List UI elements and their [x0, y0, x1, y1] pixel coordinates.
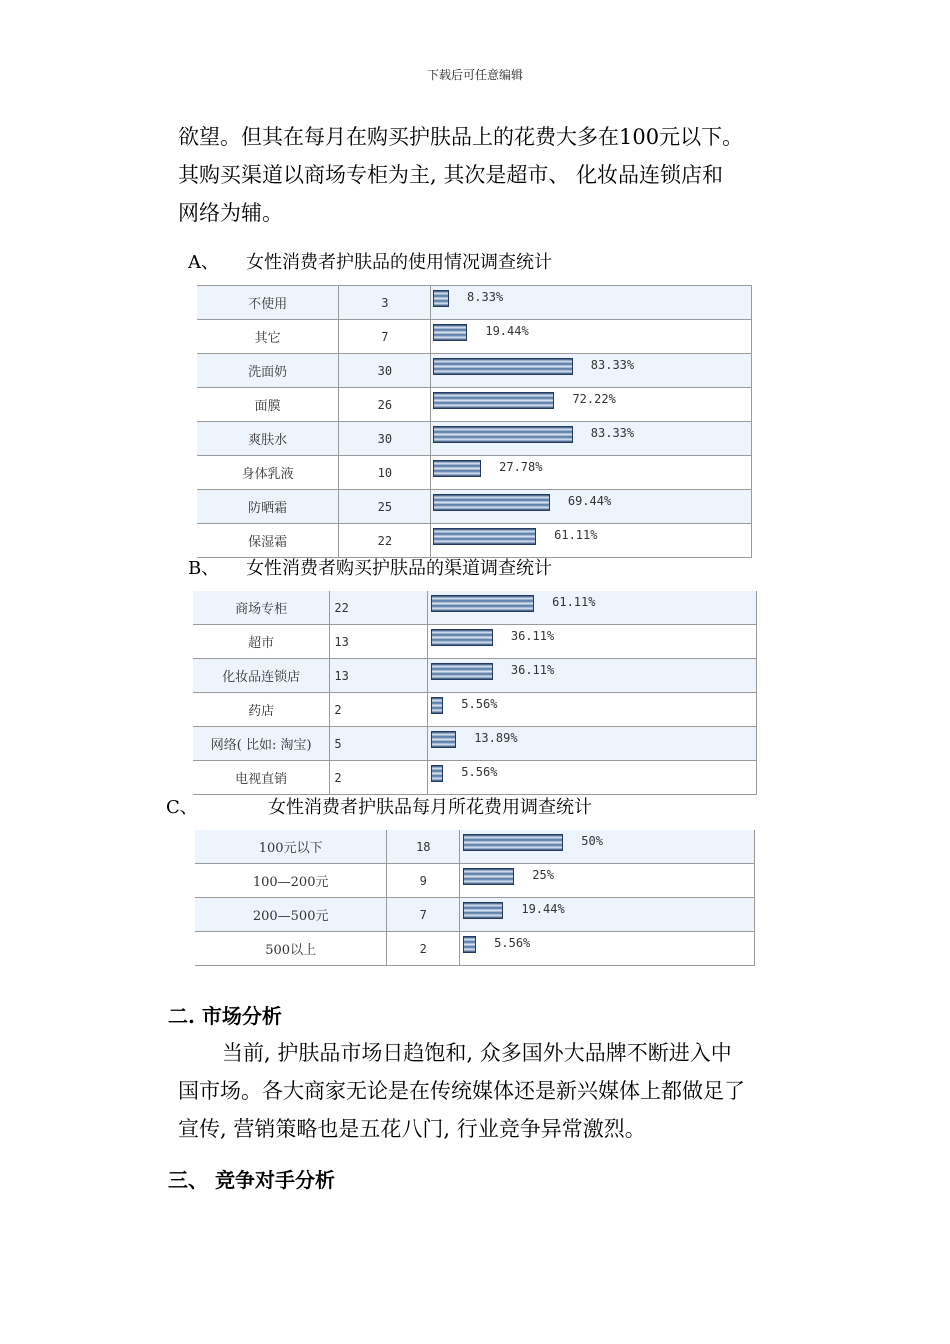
row-count: 30 — [339, 422, 431, 456]
row-count: 26 — [339, 388, 431, 422]
table-a-title: 女性消费者护肤品的使用情况调查统计 — [246, 252, 552, 273]
table-c-title: 女性消费者护肤品每月所花费用调查统计 — [268, 797, 592, 818]
row-name: 化妆品连锁店 — [193, 659, 330, 693]
table-row — [193, 761, 757, 795]
table-c — [195, 830, 755, 966]
row-name: 网络( 比如: 淘宝) — [193, 727, 330, 761]
row-bar-cell — [428, 693, 757, 727]
table-row — [197, 490, 752, 524]
row-name: 超市 — [193, 625, 330, 659]
row-bar-cell — [431, 456, 752, 490]
section-2-heading: 二. 市场分析 — [168, 1004, 282, 1028]
table-row — [197, 354, 752, 388]
table-c-label: C、 — [166, 797, 198, 818]
row-name: 电视直销 — [193, 761, 330, 795]
table-row — [197, 286, 752, 320]
percentage-label: 19.44% — [521, 902, 565, 916]
row-bar-cell — [460, 898, 755, 932]
percentage-label: 19.44% — [485, 324, 529, 338]
row-bar-cell — [428, 761, 757, 795]
section-2-line: 国市场。各大商家无论是在传统媒体还是新兴媒体上都做足了 — [178, 1079, 745, 1103]
table-row — [195, 830, 755, 864]
row-count: 25 — [339, 490, 431, 524]
percentage-bar — [463, 902, 503, 919]
table-row — [197, 422, 752, 456]
percentage-label: 5.56% — [461, 765, 498, 779]
row-count: 22 — [330, 591, 428, 625]
table-a — [197, 285, 752, 558]
row-name: 保湿霜 — [197, 524, 339, 558]
percentage-label: 72.22% — [572, 392, 616, 406]
row-count: 2 — [330, 761, 428, 795]
table-row — [195, 864, 755, 898]
percentage-bar — [433, 426, 572, 443]
percentage-bar — [463, 834, 563, 851]
row-name: 洗面奶 — [197, 354, 339, 388]
intro-line: 网络为辅。 — [178, 201, 283, 225]
percentage-bar — [431, 629, 493, 646]
row-count: 22 — [339, 524, 431, 558]
row-count: 7 — [387, 898, 460, 932]
row-name: 商场专柜 — [193, 591, 330, 625]
percentage-bar — [431, 663, 493, 680]
percentage-label: 50% — [581, 834, 603, 848]
row-name: 爽肤水 — [197, 422, 339, 456]
row-name: 100—200元 — [195, 864, 387, 898]
section-3-heading: 三、 竞争对手分析 — [168, 1168, 335, 1192]
row-bar-cell — [431, 524, 752, 558]
table-b — [193, 591, 757, 795]
row-count: 18 — [387, 830, 460, 864]
row-name: 面膜 — [197, 388, 339, 422]
percentage-bar — [433, 324, 467, 341]
percentage-label: 69.44% — [567, 494, 612, 508]
page-header: 下载后可任意编辑 — [426, 68, 523, 82]
percentage-label: 83.33% — [590, 426, 635, 440]
row-bar-cell — [431, 286, 752, 320]
percentage-label: 83.33% — [590, 358, 635, 372]
table-b-label: B、 — [188, 558, 220, 579]
row-bar-cell — [431, 354, 752, 388]
table-row — [197, 320, 752, 354]
row-count: 2 — [387, 932, 460, 966]
row-bar-cell — [428, 727, 757, 761]
percentage-bar — [433, 528, 536, 545]
row-bar-cell — [460, 864, 755, 898]
table-row — [193, 625, 757, 659]
row-count: 7 — [339, 320, 431, 354]
row-count: 3 — [339, 286, 431, 320]
table-row — [197, 388, 752, 422]
row-name: 其它 — [197, 320, 339, 354]
percentage-label: 36.11% — [510, 629, 555, 643]
row-name: 身体乳液 — [197, 456, 339, 490]
row-count: 30 — [339, 354, 431, 388]
row-name: 100元以下 — [195, 830, 387, 864]
row-bar-cell — [460, 932, 755, 966]
percentage-label: 27.78% — [499, 460, 543, 474]
row-name: 防晒霜 — [197, 490, 339, 524]
percentage-bar — [433, 392, 554, 409]
table-row — [197, 456, 752, 490]
percentage-bar — [431, 731, 456, 748]
row-bar-cell — [431, 320, 752, 354]
percentage-bar — [431, 595, 534, 612]
percentage-bar — [431, 697, 443, 714]
row-bar-cell — [460, 830, 755, 864]
row-bar-cell — [431, 388, 752, 422]
percentage-label: 61.11% — [552, 595, 596, 609]
percentage-label: 36.11% — [510, 663, 555, 677]
percentage-bar — [433, 460, 481, 477]
percentage-label: 5.56% — [494, 936, 531, 950]
row-bar-cell — [431, 422, 752, 456]
percentage-label: 25% — [532, 868, 554, 882]
section-2-paragraph — [178, 1034, 745, 1148]
row-count: 2 — [330, 693, 428, 727]
row-count: 10 — [339, 456, 431, 490]
table-row — [195, 898, 755, 932]
percentage-label: 8.33% — [467, 290, 504, 304]
row-bar-cell — [428, 591, 757, 625]
table-row — [193, 693, 757, 727]
table-row — [195, 932, 755, 966]
section-2-line: 当前, 护肤品市场日趋饱和, 众多国外大品牌不断进入中 — [222, 1041, 732, 1065]
row-count: 5 — [330, 727, 428, 761]
table-row — [193, 659, 757, 693]
row-bar-cell — [428, 625, 757, 659]
row-count: 13 — [330, 659, 428, 693]
section-2-line: 宣传, 营销策略也是五花八门, 行业竞争异常激烈。 — [178, 1117, 646, 1141]
percentage-bar — [463, 868, 514, 885]
intro-paragraph — [178, 118, 743, 232]
percentage-bar — [433, 358, 572, 375]
row-name: 药店 — [193, 693, 330, 727]
row-name: 不使用 — [197, 286, 339, 320]
table-row — [193, 591, 757, 625]
row-name: 500以上 — [195, 932, 387, 966]
intro-line: 欲望。但其在每月在购买护肤品上的花费大多在100元以下。 — [178, 125, 744, 149]
percentage-label: 61.11% — [554, 528, 598, 542]
percentage-bar — [433, 290, 449, 307]
row-count: 9 — [387, 864, 460, 898]
row-name: 200—500元 — [195, 898, 387, 932]
row-bar-cell — [428, 659, 757, 693]
percentage-bar — [431, 765, 443, 782]
percentage-bar — [433, 494, 550, 511]
table-row — [197, 524, 752, 558]
table-row — [193, 727, 757, 761]
percentage-bar — [463, 936, 476, 953]
table-b-title: 女性消费者购买护肤品的渠道调查统计 — [246, 558, 552, 579]
row-bar-cell — [431, 490, 752, 524]
percentage-label: 13.89% — [474, 731, 518, 745]
row-count: 13 — [330, 625, 428, 659]
table-a-label: A、 — [188, 252, 219, 273]
intro-line: 其购买渠道以商场专柜为主, 其次是超市、 化妆品连锁店和 — [178, 163, 724, 187]
percentage-label: 5.56% — [461, 697, 498, 711]
